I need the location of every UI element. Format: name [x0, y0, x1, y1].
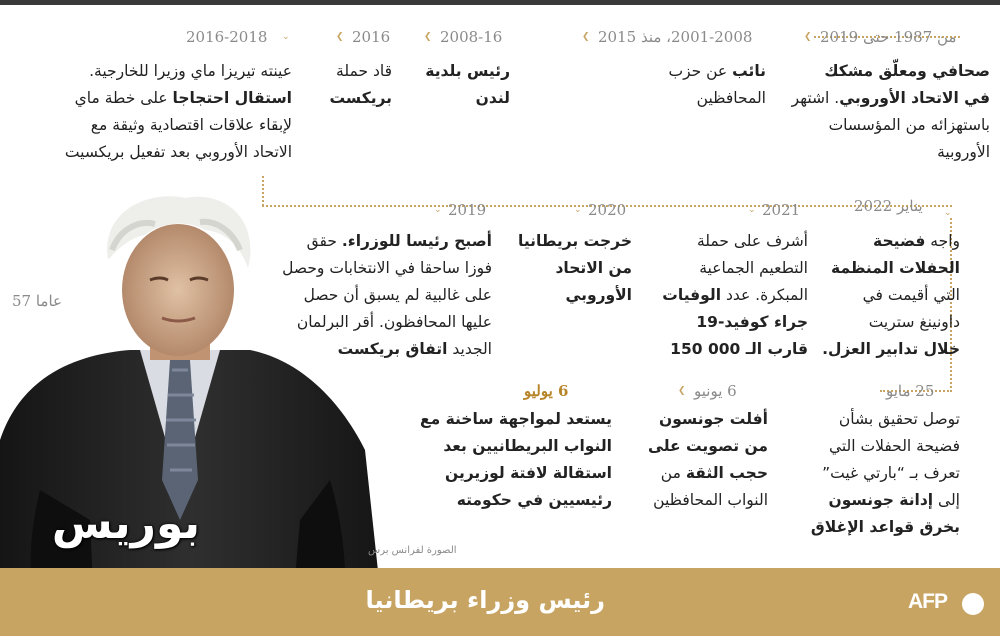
event-row1-0 [790, 58, 990, 166]
event-highlight-text: رئيس بلدية [425, 62, 510, 80]
chevron-down-icon: ⌄ [574, 205, 582, 215]
event-highlight-text: أصبح رئيسا للوزراء. [341, 232, 492, 250]
event-highlight-text: قارب الـ 000 150 [670, 340, 808, 358]
event-text: توصل تحقيق بشأن [838, 410, 960, 428]
event-line [790, 139, 990, 166]
event-date: 2016 [352, 28, 391, 46]
event-text: حقق [306, 232, 342, 250]
event-text: أشرف على حملة [696, 232, 808, 250]
event-line [10, 58, 292, 85]
event-highlight-text: خلال تدابير العزل. [822, 340, 960, 358]
event-highlight-text: من الاتحاد [555, 259, 632, 277]
event-line [790, 85, 990, 112]
event-line [10, 85, 292, 112]
event-date: 6 يونيو [694, 382, 737, 400]
event-row2-1 [630, 228, 808, 363]
event-line [790, 406, 960, 433]
event-highlight-text: بخرق قواعد الإغلاق [810, 518, 960, 536]
event-text: عن حزب [668, 62, 733, 80]
photo-credit: الصورة لفرانس برس [368, 545, 457, 556]
event-line [790, 487, 960, 514]
event-line [800, 282, 960, 309]
event-highlight-text: الوفيات [662, 286, 722, 304]
event-line [790, 58, 990, 85]
event-line [382, 460, 612, 487]
chevron-icon: ❮ [804, 32, 812, 42]
event-highlight-text: حجب الثقة [685, 464, 768, 482]
event-highlight-text: الأوروبي [565, 286, 632, 304]
event-line [790, 514, 960, 541]
event-highlight-text: من تصويت على [648, 437, 768, 455]
event-line [790, 460, 960, 487]
event-line [800, 309, 960, 336]
event-highlight-text: استقال احتجاجا [172, 89, 292, 107]
event-line [500, 255, 632, 282]
event-line [300, 85, 392, 112]
event-highlight-text: استقالة لافتة لوزيرين [445, 464, 612, 482]
chevron-icon: ❮ [582, 32, 590, 42]
name-first: بوريس [51, 498, 201, 549]
event-line [10, 139, 292, 166]
event-line [620, 433, 768, 460]
event-line [382, 487, 612, 514]
event-highlight-text: يستعد لمواجهة ساخنة مع [419, 410, 612, 428]
event-text: إلى [933, 491, 960, 509]
event-text: فضيحة الحفلات التي [828, 437, 960, 455]
event-line [598, 85, 766, 112]
event-line [410, 85, 510, 112]
event-row1-3 [300, 58, 392, 112]
chevron-down-icon: ⌄ [434, 205, 442, 215]
event-date: 2008-16 [440, 28, 503, 46]
event-date: 2020 [588, 201, 627, 219]
event-highlight-text: بريكست [329, 89, 392, 107]
afp-logo: AFP [908, 590, 947, 613]
event-highlight-text: فضيحة [873, 232, 926, 250]
event-highlight-text: جراء كوفيد-19 [696, 313, 808, 331]
event-text: باستهزائه من المؤسسات [828, 116, 990, 134]
event-highlight-text: نائب [732, 62, 766, 80]
event-highlight-text: لندن [475, 89, 510, 107]
event-line [630, 255, 808, 282]
event-line [620, 460, 768, 487]
event-row3-1 [620, 406, 768, 514]
event-line [790, 433, 960, 460]
event-text: المحافظين [696, 89, 766, 107]
event-line [800, 336, 960, 363]
event-text: تعرف بـ “بارتي غيت” [822, 464, 960, 482]
event-date: 2021 [762, 201, 801, 219]
event-text: التي أقيمت في [862, 286, 960, 304]
event-date: يناير 2022 [854, 197, 923, 215]
event-line [630, 282, 808, 309]
event-row1-2 [410, 58, 510, 112]
event-text: على خطة ماي [74, 89, 173, 107]
event-line [382, 433, 612, 460]
event-line [410, 58, 510, 85]
event-text: عليها المحافظون. أقر البرلمان [296, 313, 492, 331]
event-text: واجه [925, 232, 960, 250]
footer-title: رئيس وزراء بريطانيا [365, 586, 605, 614]
event-text: عينته تيريزا ماي وزيرا للخارجية. [89, 62, 292, 80]
chevron-down-icon: ⌄ [748, 205, 756, 215]
event-text: الاتحاد الأوروبي بعد تفعيل بريكسيت [64, 143, 292, 161]
event-text: النواب المحافظين [653, 491, 768, 509]
event-line [500, 228, 632, 255]
event-line [500, 282, 632, 309]
event-row2-0 [800, 228, 960, 363]
event-highlight-text: في الاتحاد الأوروبي [839, 89, 990, 107]
event-text: الجديد [447, 340, 492, 358]
event-row3-0 [790, 406, 960, 541]
top-bar [0, 0, 1000, 5]
event-line [800, 228, 960, 255]
event-highlight-text: النواب البريطانيين بعد [443, 437, 612, 455]
event-line [630, 228, 808, 255]
event-text: على غالبية لم يسبق أن حصل [303, 286, 492, 304]
event-line [630, 309, 808, 336]
event-text: . اشتهر [791, 89, 840, 107]
event-highlight-text: رئيسيين في حكومته [456, 491, 612, 509]
age-label: 57 عاما [12, 292, 62, 310]
event-row2-2 [500, 228, 632, 309]
event-highlight-text: اتفاق بريكست [337, 340, 448, 358]
event-row1-4 [10, 58, 292, 166]
event-highlight-text: إدانة جونسون [828, 491, 934, 509]
event-text: من [660, 464, 686, 482]
chevron-icon: ❮ [336, 32, 344, 42]
event-text: الأوروبية [937, 143, 990, 161]
event-highlight-text: أفلت جونسون [658, 410, 768, 428]
event-date: 2019 [448, 201, 487, 219]
event-line [790, 112, 990, 139]
event-date: من 1987 حتى 2019 [820, 28, 957, 46]
event-row3-2 [382, 406, 612, 514]
event-row1-1 [598, 58, 766, 112]
event-highlight-text: خرجت بريطانيا [518, 232, 632, 250]
event-highlight-text: الحفلات المنظمة [831, 259, 960, 277]
event-line [10, 112, 292, 139]
chevron-down-icon: ⌄ [282, 32, 290, 42]
event-line [800, 255, 960, 282]
event-line [598, 58, 766, 85]
event-text: لإبقاء علاقات اقتصادية وثيقة مع [90, 116, 292, 134]
event-text: فوزا ساحقا في الانتخابات وحصل [282, 259, 492, 277]
afp-logo-dot-icon [962, 593, 984, 615]
event-text: قاد حملة [336, 62, 392, 80]
chevron-icon: ❮ [678, 386, 686, 396]
event-date: 2001-2008، منذ 2015 [598, 28, 753, 46]
chevron-down-icon: ⌄ [944, 208, 952, 218]
event-text: المبكرة. عدد [721, 286, 808, 304]
event-text: التطعيم الجماعية [699, 259, 808, 277]
event-line [300, 58, 392, 85]
event-line [382, 406, 612, 433]
event-date-highlight: 6 يوليو [524, 382, 569, 400]
event-highlight-text: صحافي ومعلّق مشكك [824, 62, 990, 80]
event-text: داونينغ ستريت [868, 313, 960, 331]
event-date: 2016-2018 [186, 28, 268, 46]
chevron-icon: ❮ [424, 32, 432, 42]
event-date: 25 مايو [886, 382, 935, 400]
event-line [630, 336, 808, 363]
event-line [620, 406, 768, 433]
event-line [620, 487, 768, 514]
